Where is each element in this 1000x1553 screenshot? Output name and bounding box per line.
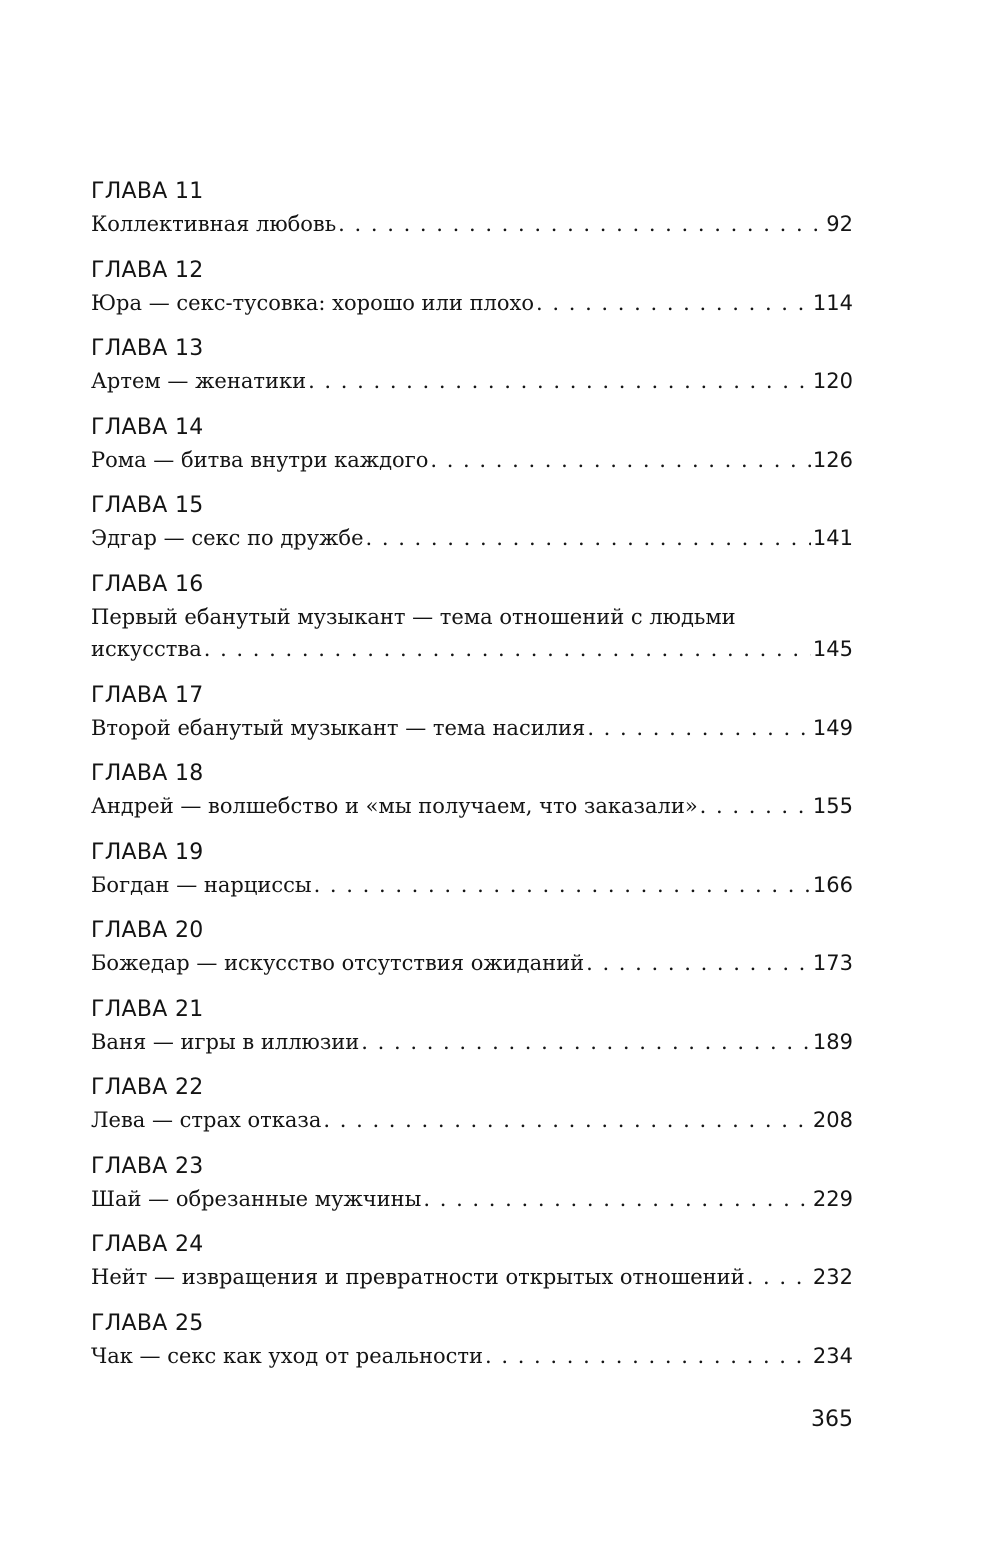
toc-chapter-21	[91, 994, 853, 1073]
page-number: 208	[812, 1108, 853, 1132]
chapter-title-line: Первый ебанутый музыкант — тема отношений с людьми	[91, 604, 736, 629]
toc-entry	[91, 790, 853, 822]
toc-chapter-25	[91, 1308, 853, 1387]
page-folio: 365	[811, 1407, 853, 1432]
toc-entry	[91, 633, 853, 665]
dot-leader	[536, 287, 811, 319]
chapter-label: ГЛАВА 23	[91, 1153, 204, 1179]
toc-chapter-13	[91, 333, 853, 412]
toc-chapter-14	[91, 412, 853, 491]
chapter-label: ГЛАВА 19	[91, 839, 204, 865]
toc-entry	[91, 365, 853, 397]
toc-entry	[91, 287, 853, 319]
page-number: 234	[812, 1343, 853, 1368]
chapter-label: ГЛАВА 25	[91, 1310, 204, 1336]
toc-chapter-11	[91, 176, 853, 255]
chapter-title: Богдан — нарциссы	[91, 872, 312, 897]
page-number: 229	[812, 1186, 853, 1211]
chapter-title: Шай — обрезанные мужчины	[91, 1186, 422, 1211]
dot-leader	[485, 1340, 811, 1372]
chapter-title: Лева — страх отказа	[91, 1108, 322, 1132]
page-number: 120	[812, 369, 853, 393]
dot-leader	[700, 790, 811, 822]
toc-chapter-19	[91, 837, 853, 916]
chapter-title: Артем — женатики	[91, 369, 307, 393]
chapter-label: ГЛАВА 21	[91, 996, 204, 1022]
toc-entry	[91, 1340, 853, 1372]
toc-entry	[91, 1183, 853, 1215]
chapter-label: ГЛАВА 24	[91, 1232, 204, 1257]
toc-chapter-17	[91, 680, 853, 759]
toc-entry	[91, 1026, 853, 1058]
dot-leader	[308, 365, 811, 397]
toc-chapter-23	[91, 1151, 853, 1230]
chapter-title: искусства	[91, 636, 202, 661]
toc-entry	[91, 712, 853, 744]
dot-leader	[338, 208, 824, 240]
dot-leader	[323, 1104, 811, 1136]
dot-leader	[366, 522, 811, 554]
dot-leader	[361, 1026, 811, 1058]
chapter-label: ГЛАВА 14	[91, 414, 204, 440]
chapter-label: ГЛАВА 22	[91, 1075, 204, 1100]
toc-entry	[91, 1261, 853, 1293]
chapter-title: Коллективная любовь	[91, 212, 337, 236]
toc-chapter-18	[91, 758, 853, 837]
toc-chapter-16	[91, 569, 853, 680]
page-number: 173	[812, 951, 853, 975]
page-number: 92	[826, 212, 853, 236]
page-number: 189	[812, 1029, 853, 1054]
page-number: 232	[812, 1265, 853, 1289]
page-number: 166	[812, 872, 853, 897]
toc-chapter-24	[91, 1229, 853, 1308]
chapter-title: Чак — секс как уход от реальности	[91, 1343, 483, 1368]
toc-chapter-20	[91, 915, 853, 994]
dot-leader	[423, 1183, 811, 1215]
chapter-title: Ваня — игры в иллюзии	[91, 1029, 360, 1054]
page-number: 155	[812, 794, 853, 818]
chapter-label: ГЛАВА 20	[91, 918, 204, 943]
dot-leader	[586, 947, 811, 979]
chapter-title: Юра — секс-тусовка: хорошо или плохо	[91, 290, 535, 315]
dot-leader	[430, 444, 811, 476]
chapter-label: ГЛАВА 12	[91, 257, 204, 283]
toc-entry	[91, 444, 853, 476]
chapter-title: Рома — битва внутри каждого	[91, 447, 429, 472]
chapter-title: Андрей — волшебство и «мы получаем, что заказали»	[91, 794, 698, 818]
page-number: 126	[812, 447, 853, 472]
chapter-title: Нейт — извращения и превратности открытых отношений	[91, 1265, 745, 1289]
toc-chapter-22	[91, 1072, 853, 1151]
toc-entry	[91, 947, 853, 979]
toc-chapter-12	[91, 255, 853, 334]
page-number: 149	[812, 715, 853, 740]
toc-entry	[91, 522, 853, 554]
chapter-title: Божедар — искусство отсутствия ожиданий	[91, 951, 585, 975]
toc-chapter-15	[91, 490, 853, 569]
dot-leader	[587, 712, 811, 744]
chapter-title: Второй ебанутый музыкант — тема насилия	[91, 715, 586, 740]
page-number: 145	[812, 636, 853, 661]
chapter-label: ГЛАВА 15	[91, 493, 204, 518]
dot-leader	[747, 1261, 811, 1293]
chapter-label: ГЛАВА 13	[91, 336, 204, 361]
toc-entry	[91, 208, 853, 240]
chapter-label: ГЛАВА 16	[91, 571, 204, 597]
chapter-label: ГЛАВА 17	[91, 682, 204, 708]
chapter-label: ГЛАВА 18	[91, 761, 204, 786]
toc-entry	[91, 1104, 853, 1136]
toc-entry	[91, 869, 853, 901]
page-number: 114	[812, 290, 853, 315]
dot-leader	[314, 869, 811, 901]
dot-leader	[204, 633, 811, 665]
chapter-label: ГЛАВА 11	[91, 179, 204, 204]
page-number: 141	[812, 526, 853, 550]
table-of-contents	[91, 176, 853, 1386]
chapter-title: Эдгар — секс по дружбе	[91, 526, 364, 550]
